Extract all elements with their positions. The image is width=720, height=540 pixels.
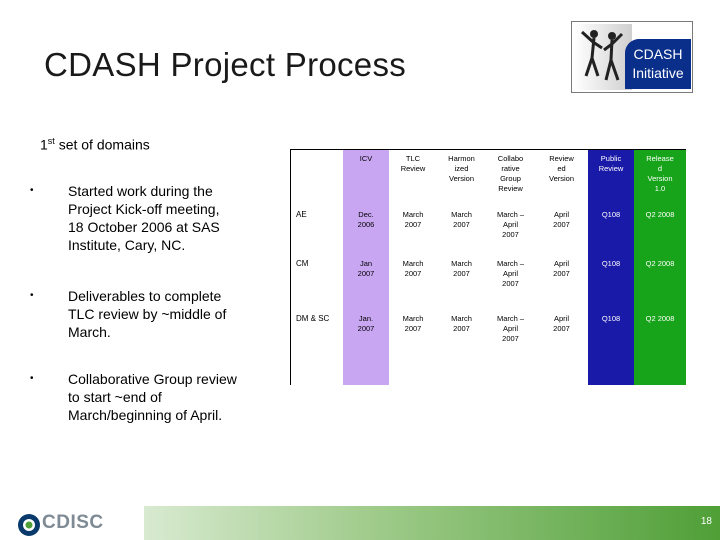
- table-top-border: [290, 149, 686, 150]
- table-cell: Dec. 2006: [357, 210, 375, 229]
- row-label: DM & SC: [296, 314, 330, 323]
- column-header: ICV: [359, 154, 373, 163]
- footer-bar: [144, 506, 720, 540]
- table-cell: March 2007: [402, 210, 424, 229]
- table-cell: Jan. 2007: [357, 314, 375, 333]
- cdash-initiative-badge: [625, 39, 691, 89]
- timeline-table: [290, 149, 686, 385]
- table-cell: Q2 2008: [645, 210, 675, 219]
- page-number: 18: [700, 516, 712, 527]
- table-cell: Q2 2008: [645, 259, 675, 268]
- bullet-dot: •: [30, 290, 34, 301]
- table-cell: April 2007: [553, 314, 570, 333]
- table-cell: March 2007: [451, 259, 472, 278]
- runners-icon: [574, 24, 632, 90]
- table-cell: Q108: [601, 314, 621, 323]
- table-cell: March 2007: [451, 210, 472, 229]
- row-label: CM: [296, 259, 309, 268]
- bullet-dot: •: [30, 373, 34, 384]
- page-title: CDASH Project Process: [44, 46, 407, 83]
- column-header: TLC Review: [400, 154, 426, 173]
- table-cell: Jan 2007: [357, 259, 375, 278]
- table-cell: March – April 2007: [496, 259, 525, 288]
- table-cell: March – April 2007: [496, 314, 525, 343]
- table-cell: April 2007: [553, 259, 570, 278]
- table-cell: March 2007: [402, 259, 424, 278]
- table-cell: April 2007: [553, 210, 570, 229]
- column-header: Public Review: [598, 154, 624, 173]
- table-cell: March 2007: [451, 314, 472, 333]
- subheading: 1st set of domains: [40, 136, 150, 153]
- table-cell: Q108: [601, 259, 621, 268]
- table-cell: Q108: [601, 210, 621, 219]
- cdisc-logo-text: CDISC: [42, 512, 104, 533]
- column-header: Collabo rative Group Review: [497, 154, 524, 193]
- table-cell: Q2 2008: [645, 314, 675, 323]
- table-left-border: [290, 149, 291, 385]
- column-header: Review ed Version: [548, 154, 575, 183]
- logo-line1: CDASH: [633, 46, 683, 62]
- table-cell: March – April 2007: [496, 210, 525, 239]
- table-cell: March 2007: [402, 314, 424, 333]
- row-label: AE: [296, 210, 307, 219]
- column-header: Harmon ized Version: [448, 154, 475, 183]
- column-header: Release d Version 1.0: [646, 154, 674, 193]
- logo-line2: Initiative: [632, 65, 684, 81]
- bullet-dot: •: [30, 185, 34, 196]
